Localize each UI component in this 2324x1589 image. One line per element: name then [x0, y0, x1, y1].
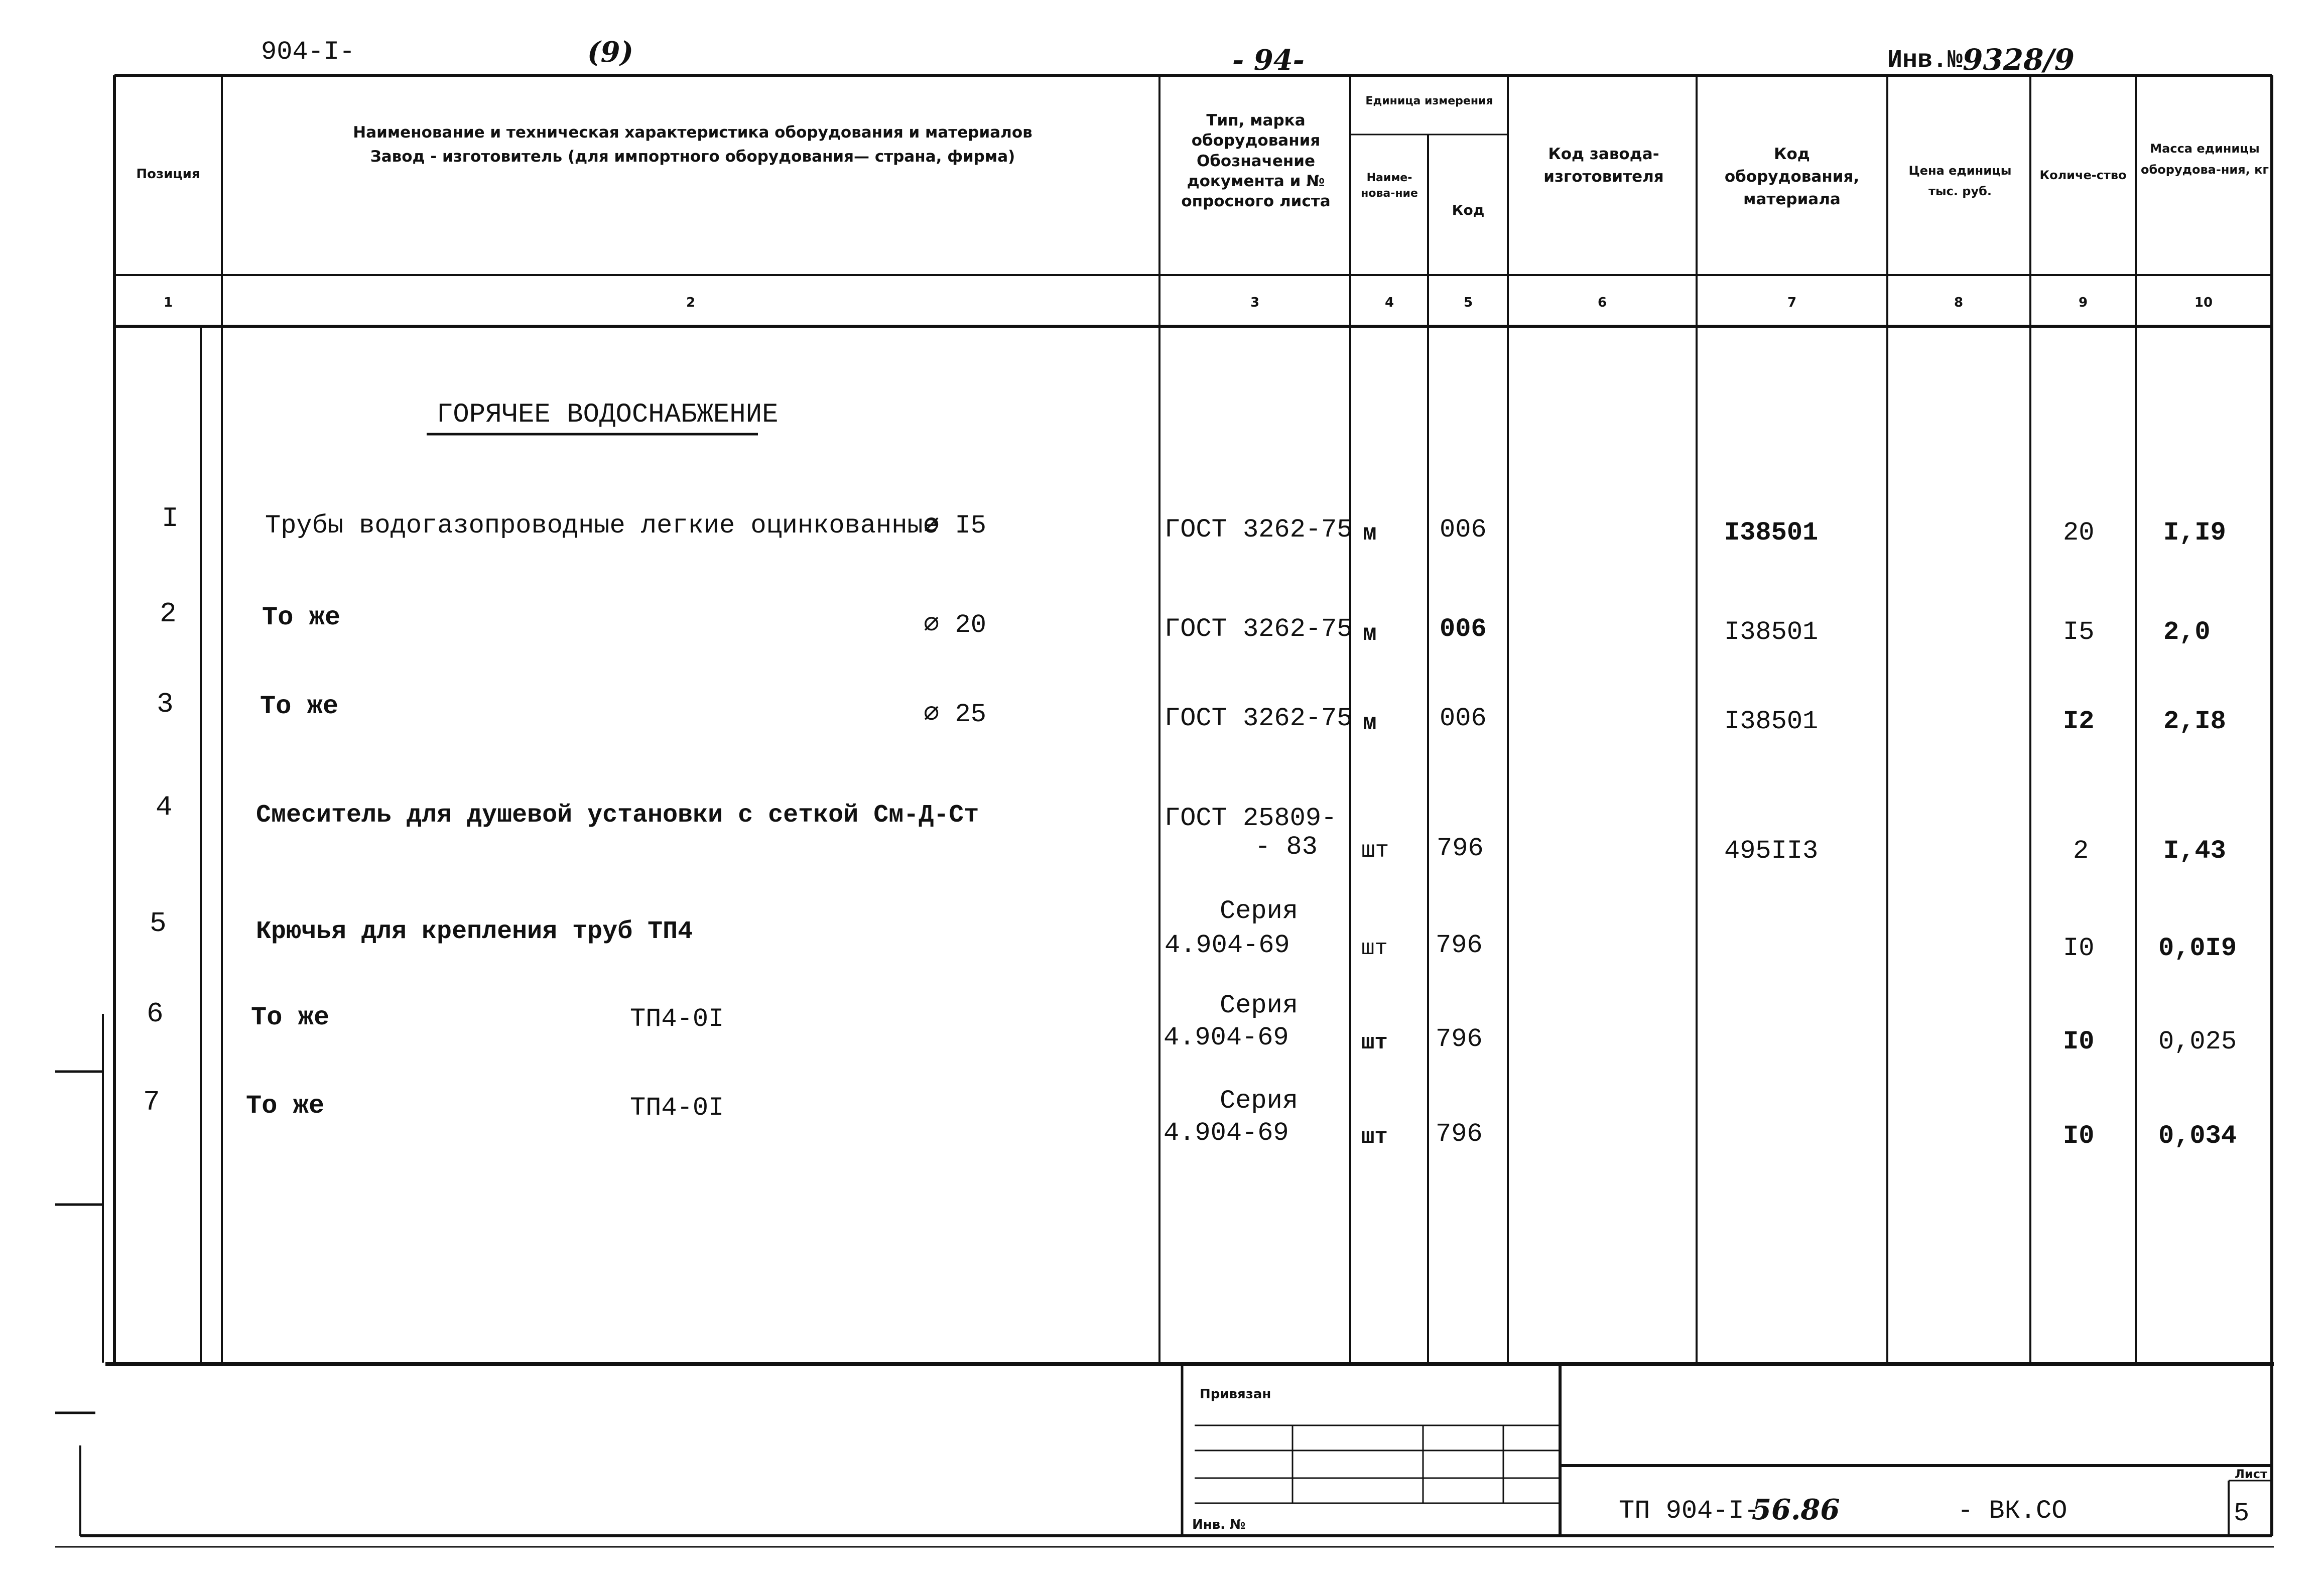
row-4-unit-code: 796: [1437, 834, 1484, 863]
row-5-document: Серия: [1220, 896, 1299, 926]
row-3-unit-code: 006: [1440, 704, 1487, 733]
row-4-document-line2: - 83: [1255, 832, 1318, 862]
column-number-10: 10: [2194, 295, 2213, 310]
row-6-spec: ТП4-0I: [630, 1004, 724, 1034]
series-code: 904-I-: [261, 37, 355, 67]
header-unit-mass: Масса единицы оборудова-ния, кг: [2141, 142, 2269, 177]
inventory-prefix: Инв.№: [1887, 46, 1963, 75]
row-2-spec: ∅ 20: [924, 610, 986, 640]
row-3-document: ГОСТ 3262-75: [1165, 704, 1353, 733]
row-6-position: 6: [147, 998, 164, 1030]
row-3-position: 3: [157, 688, 174, 720]
row-5-unit: шт: [1361, 936, 1388, 961]
sheet-label: Лист: [2235, 1467, 2267, 1481]
header-quantity: Количе-ство: [2039, 168, 2127, 182]
row-2-position: 2: [160, 598, 177, 630]
linked-label: Привязан: [1200, 1387, 1271, 1402]
section-title: ГОРЯЧЕЕ ВОДОСНАБЖЕНИЕ: [437, 400, 779, 430]
header-unit-price: Цена единицы тыс. руб.: [1908, 164, 2012, 198]
row-2-mass: 2,0: [2163, 617, 2211, 647]
header-factory-code: Код завода-изготовителя: [1543, 145, 1664, 186]
row-6-mass: 0,025: [2158, 1027, 2237, 1056]
row-7-unit-code: 796: [1436, 1119, 1483, 1149]
inventory-number: 9328/9: [1963, 43, 2075, 77]
column-number-7: 7: [1787, 295, 1797, 310]
row-3-name: То же: [260, 692, 339, 721]
row-7-name: То же: [246, 1091, 325, 1121]
row-7-unit: шт: [1361, 1125, 1388, 1150]
album-number: (9): [587, 36, 633, 69]
row-7-document-line2: 4.904-69: [1164, 1118, 1289, 1148]
row-2-material-code: I38501: [1724, 617, 1819, 647]
row-4-mass: I,43: [2163, 836, 2226, 866]
row-6-document-line2: 4.904-69: [1164, 1023, 1289, 1052]
row-2-name: То же: [262, 603, 341, 632]
column-number-3: 3: [1250, 295, 1260, 310]
row-5-quantity: I0: [2063, 934, 2095, 963]
row-1-name: Трубы водогазопроводные легкие оцинкованные: [265, 511, 939, 541]
row-3-unit: м: [1363, 710, 1377, 736]
header-name: Наименование и техническая характеристика оборудования и материалов Завод - изготовитель (для импортного оборудования— страна, фирма): [353, 123, 1032, 166]
header-unit-code: Код: [1452, 202, 1485, 218]
row-5-name: Крючья для крепления труб ТП4: [256, 917, 693, 946]
row-2-unit-code: 006: [1440, 614, 1487, 644]
row-3-quantity: I2: [2063, 707, 2095, 736]
column-number-9: 9: [2078, 295, 2088, 310]
row-2-quantity: I5: [2063, 617, 2095, 647]
row-3-material-code: I38501: [1724, 707, 1819, 736]
row-3-spec: ∅ 25: [924, 700, 986, 729]
row-5-unit-code: 796: [1436, 931, 1483, 960]
row-5-document-line2: 4.904-69: [1165, 931, 1290, 960]
row-1-position: I: [162, 502, 179, 535]
page-number: - 94-: [1232, 44, 1305, 77]
column-number-8: 8: [1954, 295, 1964, 310]
header-position: Позиция: [136, 167, 200, 182]
inventory-label: Инв. №: [1192, 1517, 1246, 1532]
header-unit-name: Наиме-нова-ние: [1361, 172, 1418, 200]
row-4-name: Смеситель для душевой установки с сеткой См-Д-Ст: [256, 801, 979, 830]
column-number-1: 1: [163, 295, 173, 310]
row-7-document: Серия: [1220, 1086, 1299, 1116]
document-code-prefix: ТП 904-I-: [1619, 1496, 1760, 1526]
row-3-mass: 2,I8: [2163, 707, 2226, 736]
row-4-material-code: 495II3: [1724, 836, 1819, 866]
row-1-unit: м: [1363, 520, 1377, 547]
column-number-2: 2: [686, 295, 696, 310]
header-material-code: Код оборудования, материала: [1724, 145, 1860, 208]
row-4-quantity: 2: [2073, 836, 2089, 866]
row-1-spec: ∅ I5: [924, 511, 986, 541]
header-unit-group: Единица измерения: [1365, 95, 1493, 107]
row-1-quantity: 20: [2063, 518, 2095, 548]
column-number-6: 6: [1597, 295, 1607, 310]
row-1-material-code: I38501: [1724, 518, 1819, 548]
sheet-number: 5: [2234, 1499, 2250, 1528]
document-code-suffix: - ВК.СО: [1958, 1496, 2068, 1526]
column-number-4: 4: [1384, 295, 1394, 310]
row-4-document: ГОСТ 25809-: [1165, 804, 1337, 833]
row-4-unit: шт: [1361, 838, 1389, 864]
row-1-unit-code: 006: [1440, 515, 1487, 545]
header-type-doc: Тип, марка оборудования Обозначение документа и № опросного листа: [1181, 111, 1331, 211]
row-1-document: ГОСТ 3262-75: [1165, 515, 1353, 545]
row-2-document: ГОСТ 3262-75: [1165, 614, 1353, 644]
row-7-mass: 0,034: [2158, 1121, 2237, 1151]
row-2-unit: м: [1363, 621, 1377, 647]
row-7-position: 7: [143, 1086, 160, 1118]
row-7-quantity: I0: [2063, 1121, 2095, 1151]
column-number-5: 5: [1463, 295, 1473, 310]
row-6-name: То же: [251, 1003, 330, 1032]
row-6-unit: шт: [1361, 1030, 1388, 1055]
row-4-position: 4: [156, 791, 173, 823]
row-5-mass: 0,0I9: [2158, 934, 2237, 963]
row-6-quantity: I0: [2063, 1027, 2095, 1056]
row-7-spec: ТП4-0I: [630, 1093, 724, 1123]
row-6-unit-code: 796: [1436, 1024, 1483, 1054]
document-code-handwritten: 56.86: [1752, 1493, 1840, 1526]
row-6-document: Серия: [1220, 991, 1299, 1020]
row-5-position: 5: [150, 907, 167, 940]
row-1-mass: I,I9: [2163, 518, 2226, 548]
